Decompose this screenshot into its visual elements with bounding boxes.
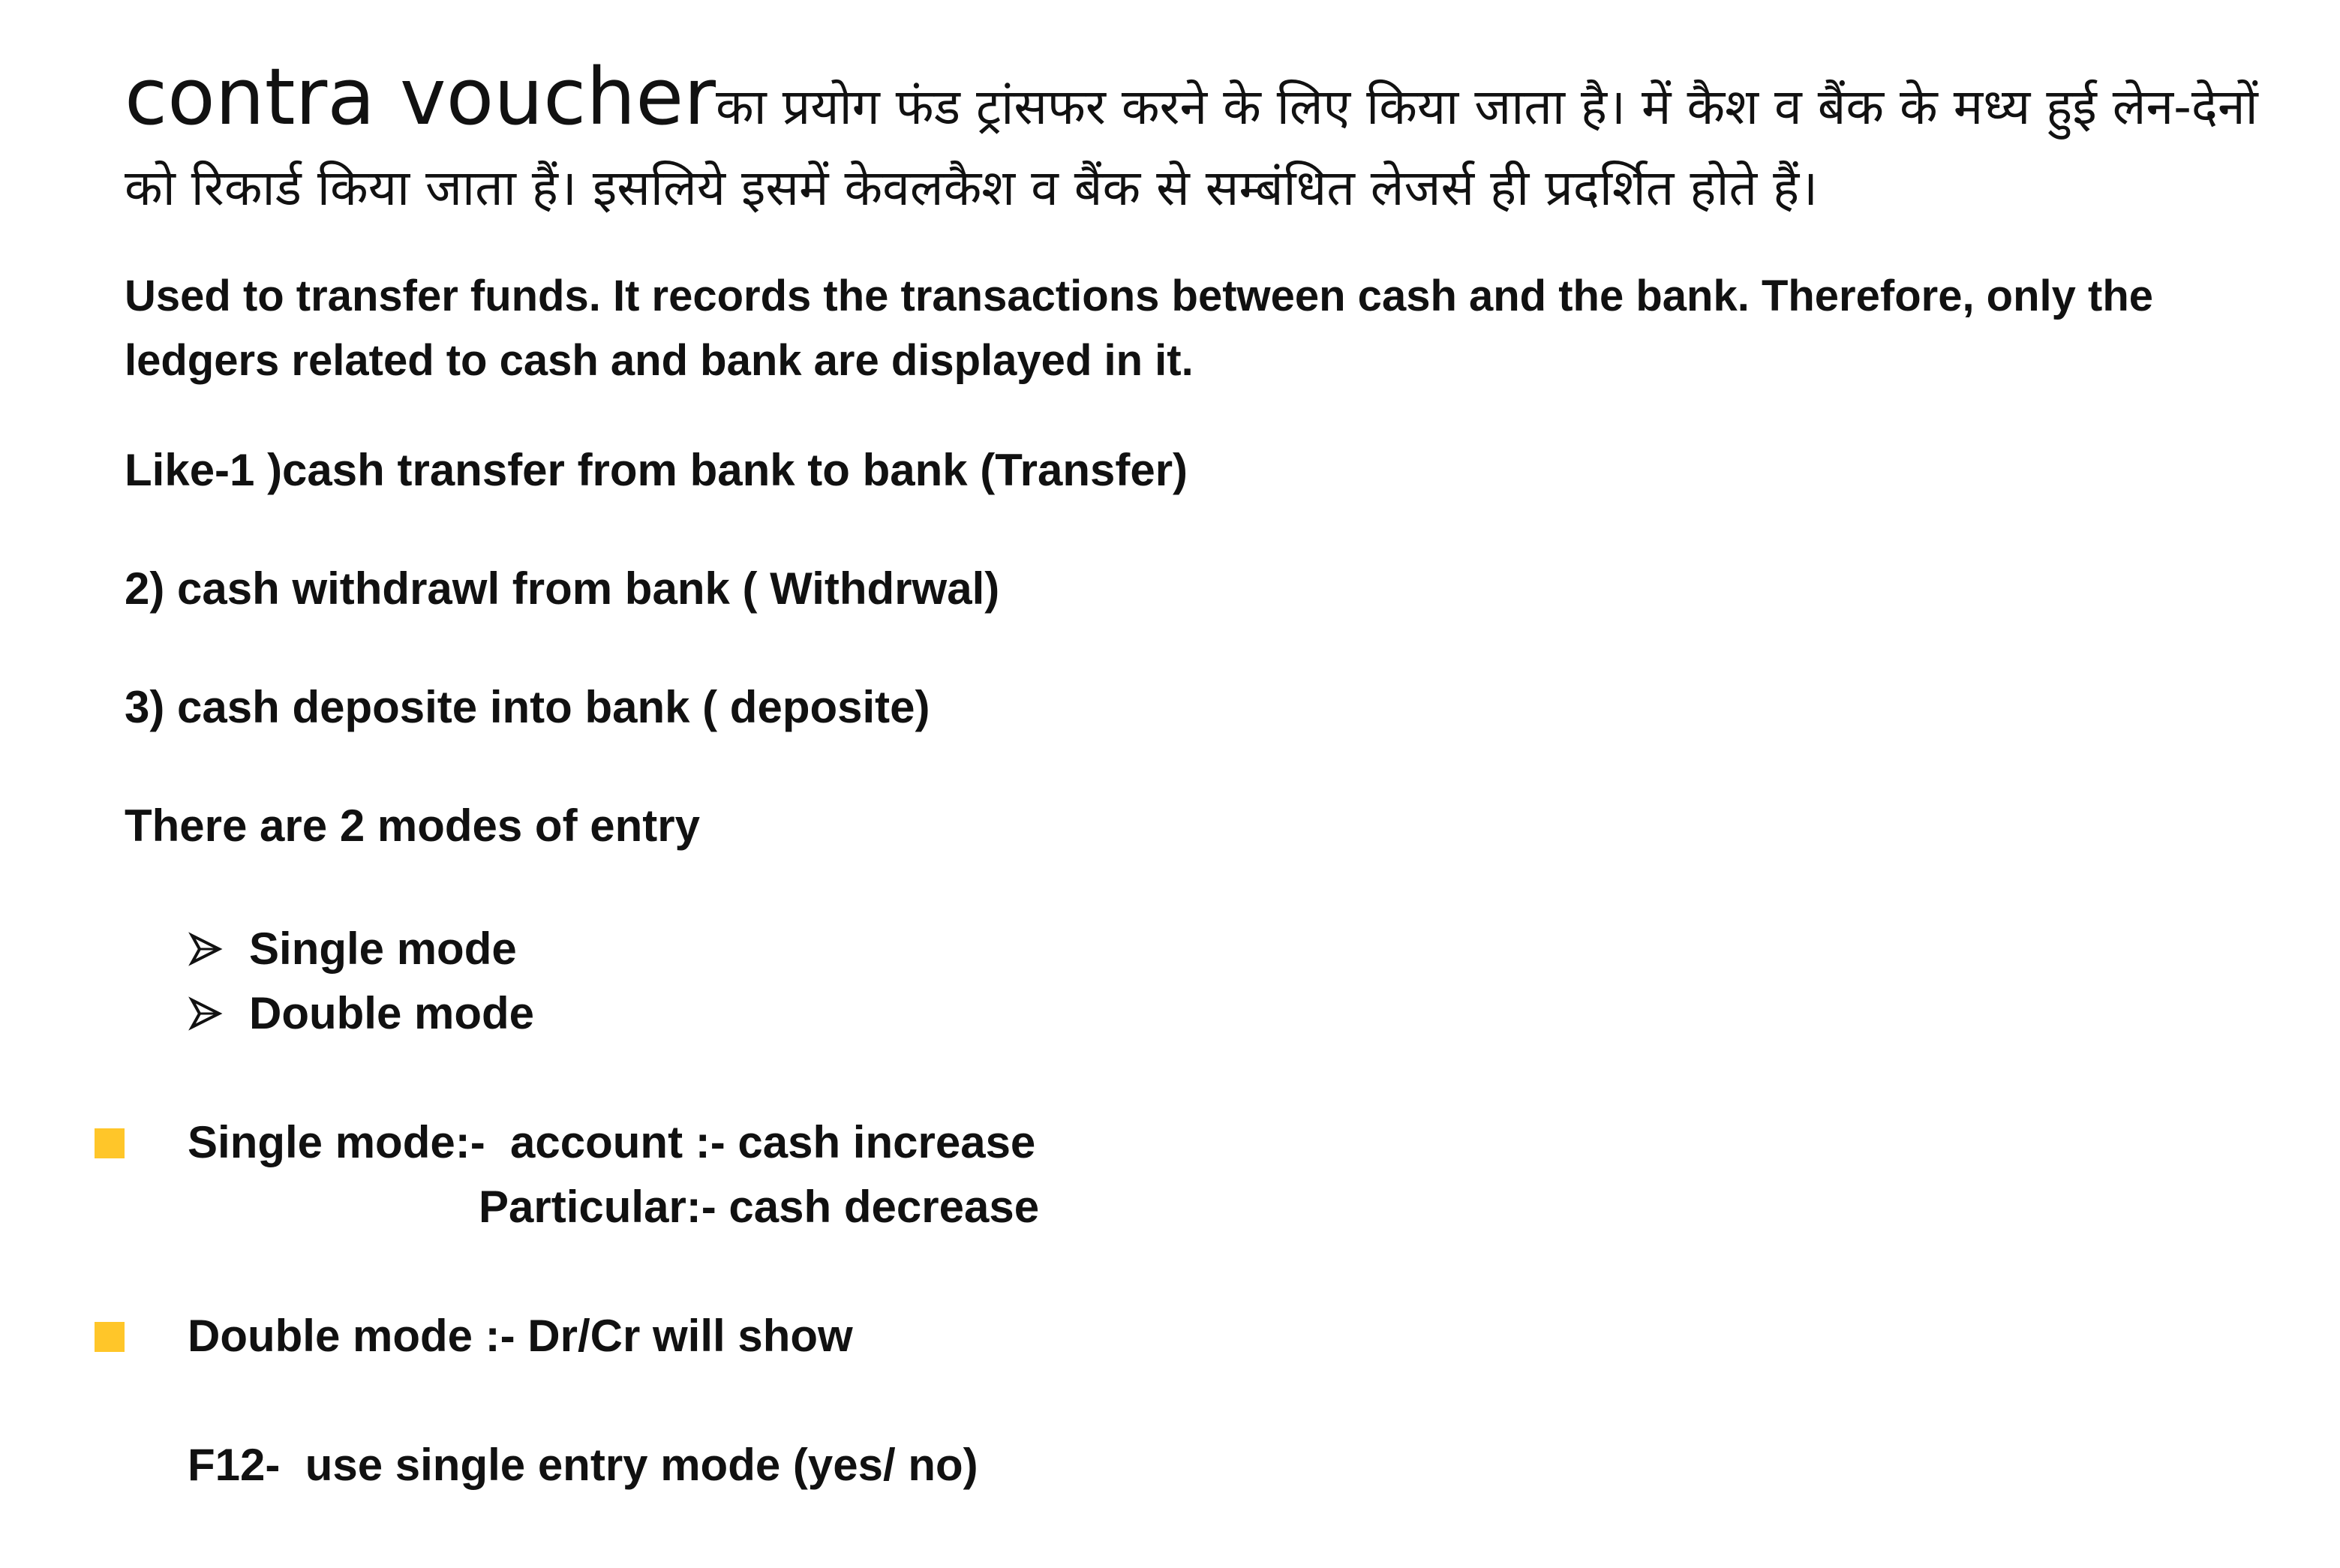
list-item [188, 981, 534, 1046]
title-hindi-line2: को रिकार्ड किया जाता हैं। इसलिये इसमें केवलकैश व बैंक से सम्बंधित लेजर्स ही प्रदर्शित होते हैं। [125, 158, 1819, 217]
single-mode-line1: Single mode:- account :- cash increase [188, 1117, 1036, 1167]
list-item [188, 917, 534, 981]
mode-double-label: Double mode [249, 988, 535, 1038]
example-transfer: Like-1 )cash transfer from bank to bank (Transfer) [125, 445, 1188, 495]
example-withdrawal: 2) cash withdrawl from bank ( Withdrwal) [125, 563, 1000, 614]
page-title: contra voucher [125, 51, 716, 143]
title-block [125, 42, 2285, 223]
arrow-bullet-icon [188, 931, 224, 967]
f12-note: F12- use single entry mode (yes/ no) [188, 1440, 978, 1490]
description-paragraph: Used to transfer funds. It records the transactions between cash and the bank. Therefore, only the ledgers related to cash and bank are displayed in it. [125, 272, 2154, 385]
square-bullet-icon [95, 1128, 125, 1158]
modes-intro: There are 2 modes of entry [125, 801, 700, 851]
mode-single-label: Single mode [249, 924, 517, 974]
example-deposit: 3) cash deposite into bank ( deposite) [125, 682, 930, 732]
square-bullet-icon [95, 1322, 125, 1352]
single-mode-line2: Particular:- cash decrease [479, 1182, 1040, 1232]
double-mode-line: Double mode :- Dr/Cr will show [188, 1311, 853, 1361]
arrow-bullet-icon [188, 996, 224, 1032]
modes-list [188, 917, 534, 1046]
title-hindi-line1: का प्रयोग फंड ट्रांसफर करने के लिए किया जाता है। में कैश व बैंक के मध्य हुई लेन-देनों [715, 78, 2258, 136]
